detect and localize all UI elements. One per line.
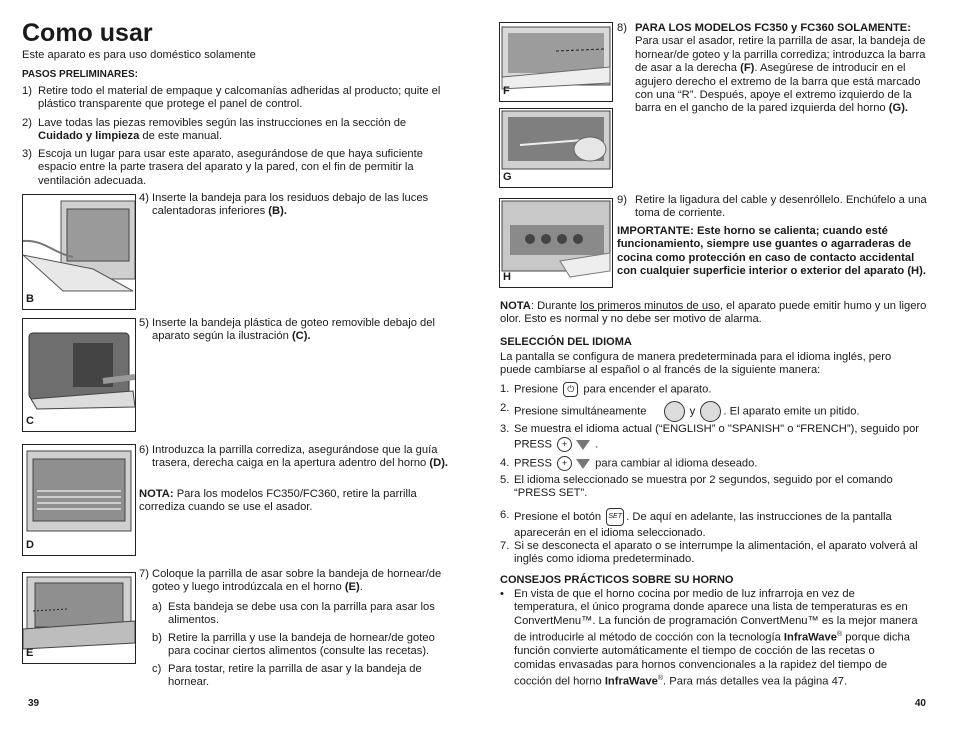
step-number: 2) [22,117,32,129]
brand-name: InfraWave [604,675,658,688]
figure-label: E [26,646,34,659]
page-number-right: 40 [914,697,926,709]
figure-label: G [503,170,512,183]
text-part: : Durante [530,300,581,312]
note-text: Para los modelos FC350/FC360, retire la parrilla corrediza cuando se use el asador. [139,488,417,514]
step-text [152,568,454,595]
brand-name: InfraWave [783,631,837,644]
oven-mitt-illustration [500,199,612,287]
section-ref: Cuidado y limpieza [38,130,140,143]
text-part: Lave todas las piezas removibles según las instrucciones en la sección de [38,117,407,129]
minus-icon [576,459,590,469]
figure-ref: (C). [291,330,311,343]
step-number: 3. [500,423,510,435]
step-text: Si se desconecta el aparato o se interrumpe la alimentación, el aparato volverá al inglés como idioma predeterminado. [514,540,918,566]
step-text [635,22,933,116]
text-part: . [359,581,363,594]
registered-mark: ® [657,675,664,683]
text-part: Presione el botón [514,510,605,523]
oven-drawer-illustration [23,195,135,309]
figure-ref: (B). [268,205,287,218]
step-number: 1. [500,383,510,395]
step-text [152,192,452,219]
step-text: Retire todo el material de empaque y calcomanías adheridas al producto; quite el plástico transparente que protege el panel de control. [38,85,441,111]
text-part: porque dicha función convierte automáticamente el tiempo de cocción de las recetas o comidas envasadas para hornos convencionales a la rapidez del tiempo de cocción del horno [514,631,910,688]
figure-ref: (D). [429,457,449,470]
note-label: NOTA: [139,488,174,500]
step-number: 5. [500,474,510,486]
page-title: Como usar [22,19,153,47]
figure-b [22,194,136,310]
rotisserie-bar-illustration [500,23,612,101]
step-text [514,508,924,541]
step-number: 9) [617,194,627,206]
step-number: 6. [500,509,510,521]
plus-icon: + [557,437,572,452]
step-text [38,117,450,144]
figure-label: B [26,292,34,305]
note-label: NOTA [500,300,531,312]
step-text: El idioma seleccionado se muestra por 2 segundos, seguido por el comando “PRESS SET”. [514,474,893,500]
step-number: 4. [500,457,510,469]
sub-letter: c) [152,663,162,675]
sub-text: Para tostar, retire la parrilla de asar y la bandeja de hornear. [168,663,422,689]
step-number: 1) [22,85,32,97]
text-part: Coloque la parrilla de asar sobre la bandeja de hornear/de goteo y luego introdúzcala en el horno [152,568,442,594]
step-number: 4) [139,192,149,204]
registered-mark: ® [836,631,843,639]
text-part: y [686,405,699,418]
power-icon: ⏻ [563,382,578,397]
text-part: PRESS [514,457,556,470]
figure-label: D [26,538,34,551]
step-text [152,444,452,471]
text-part: . [592,438,599,451]
text-part: . El aparato emite un pitido. [723,405,860,418]
figure-c [22,318,136,432]
sub-letter: a) [152,601,162,613]
language-heading: SELECCIÓN DEL IDIOMA [500,336,632,348]
text-part: de este manual. [139,130,223,143]
step-number: 8) [617,22,627,34]
step-text [514,382,930,397]
text-part: Se muestra el idioma actual (“ENGLISH” o "SPANISH" o “FRENCH”), seguido por PRESS [514,423,920,451]
text-part: . Para más detalles vea la página 47. [663,675,848,688]
figure-f [499,22,613,102]
second-round-button-icon [700,401,721,422]
prelim-heading: PASOS PRELIMINARES: [22,69,138,80]
text-part: . De aquí en adelante, las instrucciones de la pantalla aparecerán en el idioma seleccionado. [514,510,892,539]
tip-text [514,588,918,689]
sub-text: Retire la parrilla y use la bandeja de hornear/de goteo para cocinar ciertos alimentos (consulte las recetas). [168,632,435,658]
step-text [514,456,930,471]
text-part: Introduzca la parrilla corrediza, asegurándose que la guía trasera, derecha caiga en la apertura adentro del horno [152,444,438,470]
bullet: • [500,588,504,600]
sub-letter: b) [152,632,162,644]
text-part: para encender el aparato. [580,383,712,396]
text-part: En vista de que el horno cocina por medio de luz infrarroja en vez de temperatura, el único programa donde aparece una lista de temperaturas es en ConvertMenu™. La función de programación ConvertMenu™ es la mejor manera de introducirle al método de cocción con la tecnología [514,588,918,644]
figure-label: H [503,270,511,283]
text-part: Presione simultáneamente [514,405,650,418]
text-part: , el aparato puede emitir humo y un ligero olor. Esto es normal y no debe ser motivo de alarma. [500,300,927,326]
step-number: 7) [139,568,149,580]
step-number: 3) [22,148,32,160]
minus-icon [576,440,590,450]
text-part: Presione [514,383,562,396]
figure-label: F [503,84,510,97]
figure-d [22,444,136,556]
underlined-text: los primeros minutos de uso [580,300,720,312]
step-text [152,317,452,344]
step-text: Escoja un lugar para usar este aparato, asegurándose de que haya suficiente espacio entre la parte trasera del aparato y la pared, con el fin de permitir la ventilación adecuada. [38,148,423,187]
text-part: Inserte la bandeja plástica de goteo removible debajo del aparato según la ilustración [152,317,435,343]
figure-h [499,198,613,288]
set-button-icon: SET [606,508,624,526]
important-warning: IMPORTANTE: Este horno se calienta; cuando esté funcionamiento, siempre use guantes o agarraderas de cocina como protección en caso de contacto accidental con cualquier superficie interior o exterior del aparato (H). [617,225,926,278]
figure-ref: (E) [344,581,360,594]
step-number: 6) [139,444,149,456]
tips-heading: CONSEJOS PRÁCTICOS SOBRE SU HORNO [500,574,734,586]
step-heading: PARA LOS MODELOS FC350 y FC360 SOLAMENTE: [635,22,911,34]
step-number: 2. [500,402,510,414]
language-intro: La pantalla se configura de manera predeterminada para el idioma inglés, pero puede cambiarse al español o al francés de la siguiente manera: [500,351,892,377]
text-part: Inserte la bandeja para los residuos debajo de las luces calentadoras inferiores [152,192,429,218]
rack-illustration [23,445,135,555]
smoke-note [500,300,935,327]
figure-ref: (F) [740,62,755,75]
first-round-button-icon [664,401,685,422]
figure-g [499,108,613,188]
page-number-left: 39 [28,697,40,709]
text-part: Para usar el asador, retire la parrilla de asar, la bandeja de hornear/de goteo y la parrilla corrediza; introduzca la barra de asar a la derecha [635,35,926,75]
broil-rack-illustration [23,573,135,663]
figure-label: C [26,414,34,427]
plus-icon: + [557,456,572,471]
step-text [514,422,924,452]
step-text: Retire la ligadura del cable y desenróllelo. Enchúfelo a una toma de corriente. [635,194,927,220]
rotisserie-hook-illustration [500,109,612,187]
step-number: 5) [139,317,149,329]
sub-text: Esta bandeja se debe usa con la parrilla para asar los alimentos. [168,601,435,627]
drip-tray-illustration [23,319,135,431]
figure-e [22,572,136,664]
text-part: . Asegúrese de introducir en el agujero derecho el extremo de la barra que está marcado con una “R”. Después, apoye el extremo izquierdo de la barra en el gancho de la pared izquierda del horno [635,62,921,115]
step-number: 7. [500,540,510,552]
figure-ref: (G). [888,102,909,115]
step-6-note [139,488,449,515]
step-text [514,401,930,422]
text-part: para cambiar al idioma deseado. [592,457,758,470]
intro-text: Este aparato es para uso doméstico solamente [22,49,256,61]
